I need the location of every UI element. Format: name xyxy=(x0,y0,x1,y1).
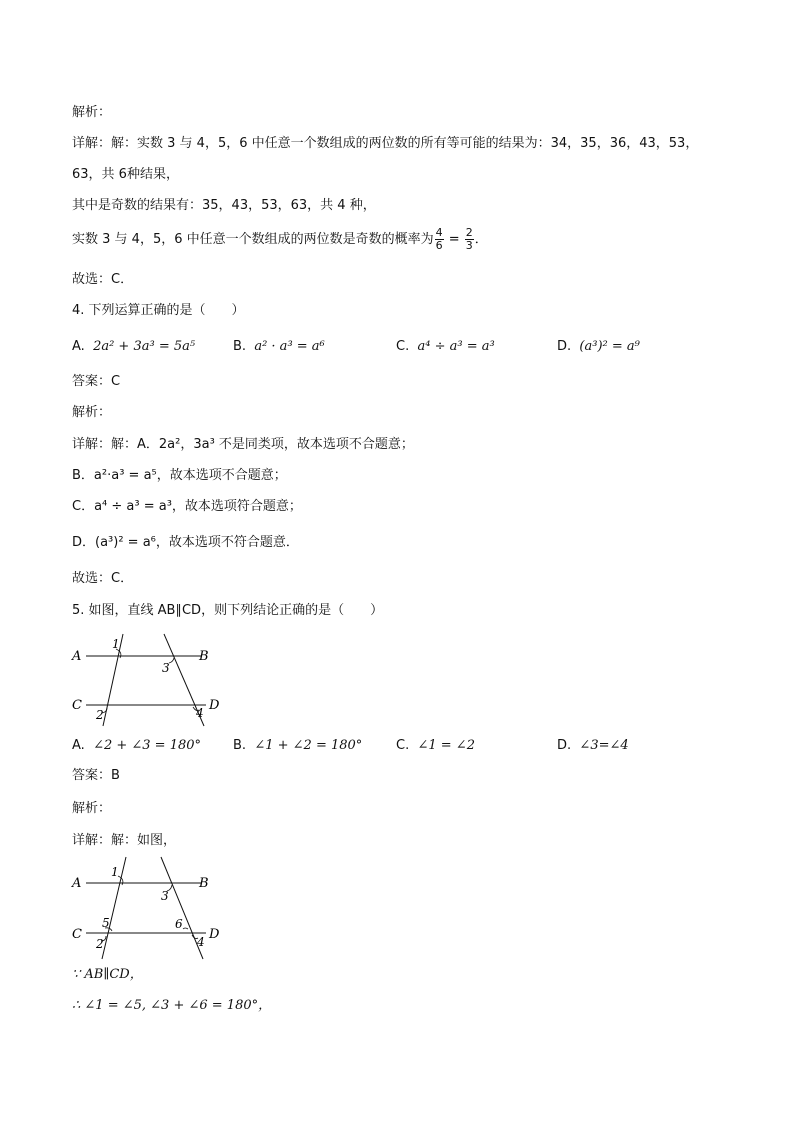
frac-numerator: 4 xyxy=(435,226,443,239)
q4-detail-b: B．a²·a³ = a⁵，故本选项不合题意； xyxy=(72,468,287,483)
option-label: B. xyxy=(233,738,247,753)
q3-fraction-4-6 xyxy=(435,227,444,252)
therefore-statement: ∴ ∠1 = ∠5, ∠3 + ∠6 = 180°， xyxy=(72,998,272,1013)
q4-analysis-label: 解析： xyxy=(72,405,112,420)
option-label: D. xyxy=(557,339,572,354)
angle-label-2: 2 xyxy=(96,708,104,722)
q4-detail-a: 详解：解：A．2a²，3a³ 不是同类项，故本选项不合题意； xyxy=(72,437,414,452)
q3-fraction-2-3 xyxy=(465,227,474,252)
q3-answer-choice: 故选：C． xyxy=(72,272,134,287)
option-expression: (a³)² = a⁹ xyxy=(579,339,640,354)
q3-detail-line1: 详解：解：实数 3 与 4，5，6 中任意一个数组成的两位数的所有等可能的结果为：34，35，36，43，53， xyxy=(72,136,699,151)
q4-detail-d: D．(a³)² = a⁶，故本选项不符合题意． xyxy=(72,535,299,550)
option-expression: 2a² + 3a³ = 5a⁵ xyxy=(93,339,196,354)
angle-label-6: 6 xyxy=(175,917,183,931)
point-label-b: B xyxy=(199,649,209,664)
point-label-c: C xyxy=(72,927,82,942)
because-statement: ∵ AB∥CD， xyxy=(72,967,143,982)
option-expression: a² · a³ = a⁶ xyxy=(254,339,325,354)
angle-label-2: 2 xyxy=(96,937,104,951)
q5-analysis-label: 解析： xyxy=(72,801,112,816)
point-label-c: C xyxy=(72,698,82,713)
q4-answer-choice: 故选：C． xyxy=(72,571,134,586)
q5-question: 5. 如图，直线 AB∥CD，则下列结论正确的是（ ） xyxy=(72,603,384,618)
q5-solution-figure xyxy=(66,855,236,965)
angle-label-1: 1 xyxy=(112,637,120,651)
q3-odd-results: 其中是奇数的结果有：35，43，53，63，共 4 种， xyxy=(72,198,376,213)
q4-answer: 答案：C xyxy=(72,374,121,389)
angle-label-4: 4 xyxy=(197,935,205,949)
q3-probability-line: 实数 3 与 4，5，6 中任意一个数组成的两位数是奇数的概率为 $\frac{4}{6}$ = $\frac{2}{3}$ ． xyxy=(72,226,488,252)
point-label-d: D xyxy=(209,927,220,942)
option-label: B. xyxy=(233,339,247,354)
point-label-b: B xyxy=(199,876,209,891)
q4-option-a xyxy=(72,338,195,356)
point-label-a: A xyxy=(72,649,82,664)
angle-label-3: 3 xyxy=(161,889,169,903)
angle-label-5: 5 xyxy=(102,916,110,930)
option-expression: ∠2 + ∠3 = 180° xyxy=(93,738,202,753)
q3-probability-text: 实数 3 与 4，5，6 中任意一个数组成的两位数是奇数的概率为 xyxy=(72,232,434,247)
option-label: A. xyxy=(72,738,85,753)
q4-option-c xyxy=(396,338,495,356)
angle-label-1: 1 xyxy=(111,865,119,879)
angle-label-3: 3 xyxy=(162,661,170,675)
option-expression: ∠1 = ∠2 xyxy=(417,738,475,753)
q5-option-d xyxy=(557,737,629,755)
option-expression: ∠3=∠4 xyxy=(579,738,629,753)
q5-option-c xyxy=(396,737,475,755)
frac-denominator: 6 xyxy=(435,239,443,252)
q5-therefore-line xyxy=(72,997,271,1015)
q4-option-b xyxy=(233,338,325,356)
q5-option-b xyxy=(233,737,362,755)
q3-analysis-label: 解析： xyxy=(72,105,112,120)
option-label: C. xyxy=(396,339,410,354)
frac-denominator: 3 xyxy=(465,239,473,252)
option-label: D. xyxy=(557,738,572,753)
option-label: A. xyxy=(72,339,85,354)
q5-parallel-lines-figure xyxy=(66,630,236,730)
option-expression: a⁴ ÷ a³ = a³ xyxy=(417,339,495,354)
option-label: C. xyxy=(396,738,410,753)
frac-numerator: 2 xyxy=(465,226,473,239)
q3-detail-line2: 63，共 6种结果， xyxy=(72,167,179,182)
q4-option-d xyxy=(557,338,640,356)
q5-option-a xyxy=(72,737,201,755)
q4-detail-c: C．a⁴ ÷ a³ = a³，故本选项符合题意； xyxy=(72,499,302,514)
q5-because-line xyxy=(72,966,143,984)
option-expression: ∠1 + ∠2 = 180° xyxy=(254,738,363,753)
q4-question: 4. 下列运算正确的是（ ） xyxy=(72,303,245,318)
point-label-d: D xyxy=(209,698,220,713)
q5-answer: 答案：B xyxy=(72,768,120,783)
point-label-a: A xyxy=(72,876,82,891)
q5-detail: 详解：解：如图， xyxy=(72,833,177,848)
angle-label-4: 4 xyxy=(196,706,204,720)
